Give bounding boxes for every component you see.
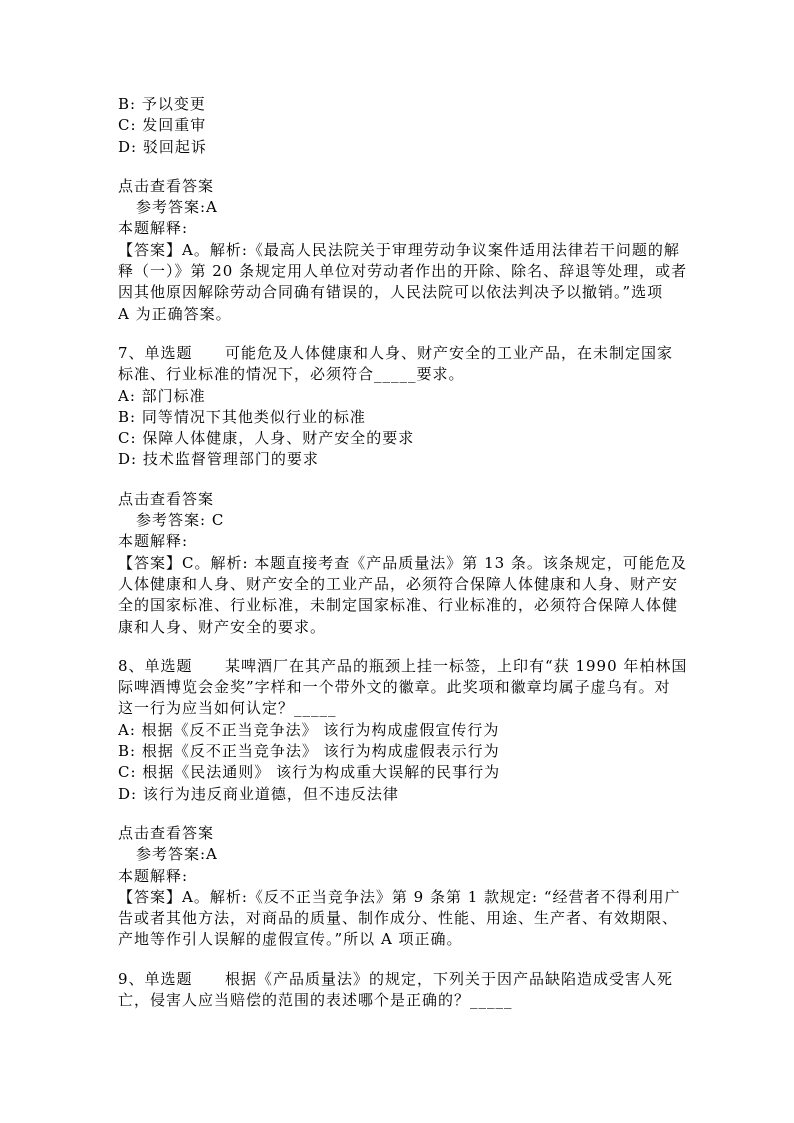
explanation-line: 产地等作引人误解的虚假宣传。”所以 A 项正确。 [118,930,463,949]
question-header [118,656,225,677]
option-d: D: 技术监督管理部门的要求 [118,450,319,469]
q8-question [118,656,758,805]
option-a: A: 部门标准 [118,386,206,405]
q9-question [118,969,758,1012]
question-stem-line: 这一行为应当如何认定？_____ [118,699,337,718]
explanation-line: 全的国家标准、行业标准，未制定国家标准、行业标准的，必须符合保障人体健 [118,596,679,615]
explanation-line: 康和人身、财产安全的要求。 [118,617,327,636]
question-header [118,343,225,364]
explanation-label: 本题解释: [118,866,189,885]
question-stem-text: 可能危及人体健康和人身、财产安全的工业产品，在未制定国家 [225,343,674,362]
question-stem-text: 某啤酒厂在其产品的瓶颈上挂一标签，上印有“获 1990 年柏林国 [225,656,688,675]
explanation-line: 因其他原因解除劳动合同确有错误的，人民法院可以依法判决予以撤销。”选项 [118,283,664,302]
question-stem-line [118,656,758,677]
document-content [118,94,758,1011]
q7-question [118,343,758,471]
show-answer-link[interactable]: 点击查看答案 [118,823,215,842]
explanation-label: 本题解释: [118,219,189,238]
q8-answer-section [118,823,758,951]
question-stem-text: 根据《产品质量法》的规定，下列关于因产品缺陷造成受害人死 [225,969,674,988]
question-number: 9、 [118,969,145,988]
option-b: B: 根据《反不正当竞争法》 该行为构成虚假表示行为 [118,742,500,761]
explanation-label: 本题解释: [118,532,189,551]
option-c: C: 发回重审 [118,116,207,135]
question-type: 单选题 [144,343,193,362]
explanation-line: 【答案】C。解析: 本题直接考查《产品质量法》第 13 条。该条规定，可能危及 [118,553,687,572]
q7-answer-section [118,489,758,638]
explanation-line: 释（一）》第 20 条规定用人单位对劳动者作出的开除、除名、辞退等处理，或者 [118,262,688,281]
q6-answer-section [118,176,758,325]
question-header [118,969,225,990]
explanation-line: 人体健康和人身、财产安全的工业产品，必须符合保障人体健康和人身、财产安 [118,574,679,593]
option-d: D: 该行为违反商业道德，但不违反法律 [118,784,399,803]
question-stem-line [118,343,758,364]
option-a: A: 根据《反不正当竞争法》 该行为构成虚假宣传行为 [118,720,500,739]
option-b: B: 予以变更 [118,95,206,113]
question-stem-line: 际啤酒博览会金奖”字样和一个带外文的徽章。此奖项和徽章均属子虚乌有。对 [118,678,671,697]
question-number: 7、 [118,343,145,362]
reference-answer: 参考答案:A [136,845,218,864]
reference-answer: 参考答案: C [136,511,225,530]
explanation-line: 【答案】A。解析:《反不正当竞争法》第 9 条第 1 款规定: “经营者不得利用广 [118,887,681,906]
option-b: B: 同等情况下其他类似行业的标准 [118,407,366,426]
question-stem-line: 标准、行业标准的情况下，必须符合_____要求。 [118,365,465,384]
show-answer-link[interactable]: 点击查看答案 [118,176,215,195]
q6-options [118,94,758,158]
question-number: 8、 [118,656,145,675]
option-d: D: 驳回起诉 [118,137,207,156]
question-stem-line [118,969,758,990]
question-type: 单选题 [144,656,193,675]
question-stem-line: 亡，侵害人应当赔偿的范围的表述哪个是正确的？_____ [118,990,513,1009]
question-type: 单选题 [144,969,193,988]
option-c: C: 根据《民法通则》 该行为构成重大误解的民事行为 [118,763,501,782]
explanation-line: 【答案】A。解析:《最高人民法院关于审理劳动争议案件适用法律若干问题的解 [118,240,680,259]
explanation-line: A 为正确答案。 [118,304,232,323]
explanation-line: 告或者其他方法，对商品的质量、制作成分、性能、用途、生产者、有效期限、 [118,909,679,928]
show-answer-link[interactable]: 点击查看答案 [118,489,215,508]
option-c: C: 保障人体健康，人身、财产安全的要求 [118,429,415,448]
reference-answer: 参考答案:A [136,198,218,217]
